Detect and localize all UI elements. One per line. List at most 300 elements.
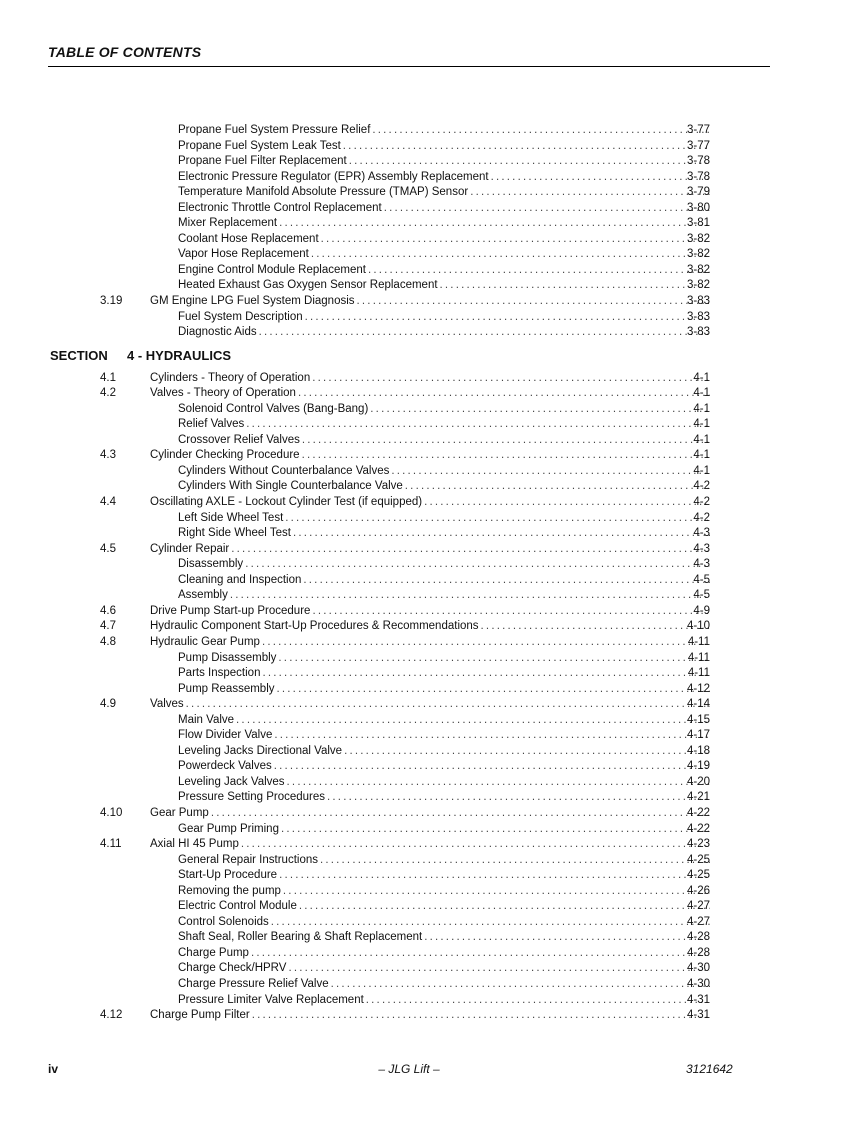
toc-entry[interactable] (0, 479, 866, 495)
toc-entry-title: Gear Pump Priming (178, 822, 279, 835)
toc-entry-page: 4-1 (693, 418, 710, 431)
toc-entry[interactable] (0, 154, 866, 170)
toc-entry-number: 4.4 (100, 496, 116, 509)
toc-entry-page: 3-82 (686, 248, 710, 261)
toc-entry-title-wrap (178, 899, 710, 915)
toc-entry-title: Axial HI 45 Pump (150, 838, 239, 851)
toc-entry[interactable] (0, 993, 866, 1009)
toc-entry[interactable] (0, 961, 866, 977)
toc-entry-title: Charge Pump (178, 946, 249, 959)
toc-entry-title-wrap (150, 806, 710, 822)
toc-entry[interactable] (0, 1008, 866, 1024)
dot-leader (321, 232, 710, 248)
toc-entry-page: 4-1 (693, 433, 710, 446)
toc-entry-title: Cylinders With Single Counterbalance Valve (178, 480, 403, 493)
toc-entry[interactable] (0, 402, 866, 418)
toc-entry-page: 4-22 (686, 822, 710, 835)
toc-entry-title-wrap (150, 371, 710, 387)
dot-leader (230, 588, 710, 604)
toc-entry-number: 4.9 (100, 698, 116, 711)
toc-entry-title-wrap (178, 682, 710, 698)
page-header (48, 44, 770, 67)
toc-entry-title-wrap (178, 744, 710, 760)
toc-entry-page: 4-30 (686, 962, 710, 975)
toc-entry[interactable] (0, 744, 866, 760)
toc-entry-title-wrap (178, 759, 710, 775)
dot-leader (288, 961, 710, 977)
toc-entry-title: General Repair Instructions (178, 853, 318, 866)
toc-entry[interactable] (0, 790, 866, 806)
toc-entry[interactable] (0, 682, 866, 698)
toc-entry-title-wrap (178, 930, 710, 946)
toc-entry-title-wrap (178, 170, 710, 186)
toc-entry[interactable] (0, 247, 866, 263)
toc-entry-title-wrap (150, 448, 710, 464)
toc-entry[interactable] (0, 232, 866, 248)
dot-leader (281, 822, 710, 838)
toc-entry[interactable] (0, 713, 866, 729)
toc-entry-page: 4-1 (693, 387, 710, 400)
toc-entry-page: 4-11 (687, 635, 710, 648)
dot-leader (424, 930, 710, 946)
footer-page-number: iv (48, 1062, 59, 1076)
toc-entry-title-wrap (178, 573, 710, 589)
toc-entry-page: 4-12 (686, 682, 710, 695)
toc-entry-title: Coolant Hose Replacement (178, 232, 319, 245)
dot-leader (331, 977, 710, 993)
toc-entry[interactable] (0, 170, 866, 186)
toc-entry-title-wrap (178, 526, 710, 542)
dot-leader (368, 263, 710, 279)
toc-entry-title-wrap (178, 977, 710, 993)
table-of-contents (0, 123, 866, 1024)
toc-entry-page: 4-28 (686, 946, 710, 959)
dot-leader (312, 371, 710, 387)
toc-entry-number: 4.7 (100, 620, 116, 633)
toc-entry-title-wrap (150, 837, 710, 853)
toc-entry-title-wrap (150, 697, 710, 713)
toc-entry-title: Powerdeck Valves (178, 760, 272, 773)
toc-entry-number: 4.6 (100, 604, 116, 617)
dot-leader (251, 946, 710, 962)
toc-entry-title-wrap (150, 386, 710, 402)
toc-entry[interactable] (0, 417, 866, 433)
dot-leader (262, 635, 710, 651)
toc-entry-title-wrap (178, 216, 710, 232)
section-title: 4 - HYDRAULICS (127, 347, 232, 363)
toc-entry[interactable] (0, 464, 866, 480)
toc-entry-title: Gear Pump (150, 806, 209, 819)
toc-entry-title-wrap (178, 201, 710, 217)
dot-leader (262, 666, 710, 682)
toc-entry-page: 3-82 (686, 263, 710, 276)
dot-leader (384, 201, 710, 217)
dot-leader (274, 759, 710, 775)
toc-entry[interactable] (0, 775, 866, 791)
toc-entry-page: 3-78 (686, 155, 710, 168)
toc-entry[interactable] (0, 697, 866, 713)
toc-entry-page: 4-18 (686, 744, 710, 757)
toc-entry-title-wrap (178, 790, 710, 806)
toc-entry-title: Hydraulic Gear Pump (150, 635, 260, 648)
toc-entry[interactable] (0, 433, 866, 449)
toc-entry[interactable] (0, 448, 866, 464)
toc-entry-title-wrap (150, 1008, 710, 1024)
toc-entry[interactable] (0, 294, 866, 310)
toc-entry-page: 4-19 (686, 760, 710, 773)
dot-leader (370, 402, 710, 418)
toc-entry-page: 4-31 (686, 993, 710, 1006)
toc-entry[interactable] (0, 495, 866, 511)
toc-entry[interactable] (0, 588, 866, 604)
toc-entry-title-wrap (178, 232, 710, 248)
dot-leader (277, 682, 710, 698)
toc-entry-title: Electronic Pressure Regulator (EPR) Assembly Replacement (178, 170, 489, 183)
dot-leader (366, 993, 710, 1009)
dot-leader (311, 247, 710, 263)
toc-entry-title-wrap (178, 433, 710, 449)
toc-entry[interactable] (0, 526, 866, 542)
toc-entry[interactable] (0, 185, 866, 201)
toc-entry-title-wrap (178, 884, 710, 900)
dot-leader (481, 619, 710, 635)
toc-entry-title: Parts Inspection (178, 667, 261, 680)
toc-entry[interactable] (0, 946, 866, 962)
dot-leader (357, 294, 710, 310)
dot-leader (327, 790, 710, 806)
toc-entry[interactable] (0, 899, 866, 915)
toc-entry[interactable] (0, 759, 866, 775)
toc-entry-page: 4-9 (693, 604, 710, 617)
toc-entry-title: Cylinder Checking Procedure (150, 449, 300, 462)
toc-entry-title-wrap (150, 604, 710, 620)
toc-entry-title-wrap (178, 961, 710, 977)
toc-entry[interactable] (0, 573, 866, 589)
toc-entry-title-wrap (178, 123, 710, 139)
toc-entry-page: 3-83 (686, 310, 710, 323)
dot-leader (302, 433, 710, 449)
dot-leader (305, 310, 710, 326)
dot-leader (287, 775, 710, 791)
toc-entry-page: 3-77 (686, 139, 710, 152)
toc-entry-title: Valves - Theory of Operation (150, 387, 296, 400)
toc-entry[interactable] (0, 604, 866, 620)
toc-entry-number: 4.1 (100, 371, 116, 384)
toc-entry-page: 4-3 (693, 542, 710, 555)
dot-leader (470, 185, 710, 201)
toc-entry-title: Engine Control Module Replacement (178, 263, 366, 276)
toc-entry-title: Start-Up Procedure (178, 869, 278, 882)
toc-entry-title-wrap (178, 278, 710, 294)
toc-entry-page: 4-11 (687, 667, 710, 680)
dot-leader (211, 806, 710, 822)
dot-leader (278, 651, 710, 667)
toc-entry-title: Leveling Jack Valves (178, 775, 285, 788)
toc-entry[interactable] (0, 837, 866, 853)
toc-entry-page: 3-83 (686, 295, 710, 308)
toc-entry-title: Electronic Throttle Control Replacement (178, 201, 382, 214)
dot-leader (186, 697, 710, 713)
toc-entry-title-wrap (178, 417, 710, 433)
toc-entry-page: 4-30 (686, 977, 710, 990)
toc-entry-page: 3-77 (686, 124, 710, 136)
dot-leader (349, 154, 710, 170)
toc-entry-page: 4-1 (693, 402, 710, 415)
toc-entry[interactable] (0, 868, 866, 884)
toc-entry-title: Temperature Manifold Absolute Pressure (TMAP) Sensor (178, 186, 469, 199)
toc-entry-number: 4.2 (100, 387, 116, 400)
dot-leader (252, 1008, 710, 1024)
toc-entry-page: 3-82 (686, 279, 710, 292)
toc-entry-title: Crossover Relief Valves (178, 433, 300, 446)
dot-leader (391, 464, 710, 480)
toc-entry[interactable] (0, 977, 866, 993)
toc-entry-title: Charge Check/HPRV (178, 962, 287, 975)
toc-entry-page: 4-11 (687, 651, 710, 664)
toc-entry[interactable] (0, 278, 866, 294)
toc-entry-title: Right Side Wheel Test (178, 527, 291, 540)
dot-leader (245, 557, 710, 573)
toc-entry-title: Relief Valves (178, 418, 245, 431)
toc-entry-title-wrap (178, 588, 710, 604)
toc-entry-title-wrap (178, 557, 710, 573)
toc-entry-title: Removing the pump (178, 884, 281, 897)
dot-leader (279, 868, 710, 884)
toc-entry-title: Heated Exhaust Gas Oxygen Sensor Replacement (178, 279, 438, 292)
dot-leader (303, 573, 710, 589)
toc-entry[interactable] (0, 915, 866, 931)
toc-entry-title-wrap (178, 310, 710, 326)
toc-entry-number: 4.3 (100, 449, 116, 462)
toc-entry[interactable] (0, 325, 866, 341)
dot-leader (293, 526, 710, 542)
toc-entry[interactable] (0, 263, 866, 279)
toc-entry-page: 4-22 (686, 806, 710, 819)
dot-leader (279, 216, 710, 232)
toc-entry-title: Fuel System Description (178, 310, 303, 323)
toc-entry-title: Hydraulic Component Start-Up Procedures & Recommendations (150, 620, 479, 633)
toc-entry[interactable] (0, 123, 866, 139)
toc-entry-title: Vapor Hose Replacement (178, 248, 309, 261)
toc-entry-page: 4-5 (693, 589, 710, 602)
toc-entry[interactable] (0, 557, 866, 573)
toc-entry-page: 4-10 (686, 620, 710, 633)
toc-entry-title-wrap (178, 728, 710, 744)
dot-leader (236, 713, 710, 729)
toc-entry-page: 4-2 (693, 511, 710, 524)
toc-entry-title: Cylinders Without Counterbalance Valves (178, 464, 390, 477)
dot-leader (491, 170, 710, 186)
toc-entry-page: 4-3 (693, 558, 710, 571)
toc-entry[interactable] (0, 511, 866, 527)
toc-entry-title: Flow Divider Valve (178, 729, 273, 742)
dot-leader (440, 278, 710, 294)
toc-entry-title: Valves (150, 698, 184, 711)
toc-entry-title: Drive Pump Start-up Procedure (150, 604, 311, 617)
toc-entry[interactable] (0, 884, 866, 900)
toc-entry-title: Electric Control Module (178, 900, 297, 913)
toc-entry-page: 4-17 (686, 729, 710, 742)
toc-entry-page: 3-82 (686, 232, 710, 245)
dot-leader (424, 495, 710, 511)
toc-entry-page: 3-80 (686, 201, 710, 214)
toc-entry-title: Left Side Wheel Test (178, 511, 284, 524)
dot-leader (320, 853, 710, 869)
toc-entry-page: 4-25 (686, 869, 710, 882)
toc-entry-page: 4-27 (686, 915, 710, 928)
toc-entry-title: GM Engine LPG Fuel System Diagnosis (150, 295, 355, 308)
toc-entry-page: 4-31 (686, 1009, 710, 1022)
toc-entry-title: Charge Pump Filter (150, 1009, 250, 1022)
toc-entry[interactable] (0, 806, 866, 822)
toc-entry-title: Diagnostic Aids (178, 326, 257, 339)
toc-entry-title: Cylinders - Theory of Operation (150, 371, 311, 384)
toc-entry[interactable] (0, 216, 866, 232)
toc-entry[interactable] (0, 619, 866, 635)
toc-entry[interactable] (0, 139, 866, 155)
toc-entry[interactable] (0, 651, 866, 667)
toc-entry-title-wrap (178, 154, 710, 170)
toc-entry[interactable] (0, 310, 866, 326)
dot-leader (231, 542, 710, 558)
toc-entry-page: 4-25 (686, 853, 710, 866)
toc-entry-title: Pressure Limiter Valve Replacement (178, 993, 364, 1006)
toc-entry-page: 4-28 (686, 931, 710, 944)
toc-entry-title-wrap (150, 619, 710, 635)
dot-leader (246, 417, 710, 433)
toc-entry-title: Disassembly (178, 558, 244, 571)
dot-leader (241, 837, 710, 853)
toc-entry-page: 4-2 (693, 496, 710, 509)
dot-leader (405, 479, 710, 495)
toc-entry-page: 4-1 (693, 464, 710, 477)
section-heading (0, 341, 866, 371)
toc-entry-page: 4-20 (686, 775, 710, 788)
toc-entry-title: Shaft Seal, Roller Bearing & Shaft Replacement (178, 931, 423, 944)
toc-entry-title-wrap (150, 495, 710, 511)
toc-entry-number: 3.19 (100, 295, 123, 308)
toc-entry-number: 4.10 (100, 806, 123, 819)
toc-entry-page: 3-83 (686, 326, 710, 339)
dot-leader (302, 448, 710, 464)
toc-entry-page: 4-21 (686, 791, 710, 804)
toc-entry-title-wrap (178, 479, 710, 495)
dot-leader (343, 139, 710, 155)
toc-entry-number: 4.5 (100, 542, 116, 555)
toc-entry[interactable] (0, 371, 866, 387)
dot-leader (299, 899, 710, 915)
toc-entry-title-wrap (178, 464, 710, 480)
toc-entry-title-wrap (178, 946, 710, 962)
toc-entry-page: 3-78 (686, 170, 710, 183)
toc-entry-title: Oscillating AXLE - Lockout Cylinder Test (if equipped) (150, 496, 423, 509)
section-label: SECTION (50, 347, 108, 363)
toc-entry-number: 4.11 (100, 838, 122, 851)
toc-entry-title-wrap (150, 294, 710, 310)
toc-entry-title: Pump Reassembly (178, 682, 275, 695)
dot-leader (271, 915, 710, 931)
toc-entry[interactable] (0, 635, 866, 651)
toc-entry-page: 4-1 (693, 371, 710, 384)
toc-entry-title-wrap (178, 868, 710, 884)
toc-entry-title-wrap (178, 713, 710, 729)
toc-entry-title: Propane Fuel Filter Replacement (178, 155, 347, 168)
toc-entry-page: 4-26 (686, 884, 710, 897)
toc-entry[interactable] (0, 386, 866, 402)
toc-entry-page: 4-15 (686, 713, 710, 726)
toc-entry-title: Main Valve (178, 713, 235, 726)
toc-entry-title-wrap (178, 325, 710, 341)
toc-entry-title: Cylinder Repair (150, 542, 230, 555)
footer-publisher: – JLG Lift – (378, 1062, 440, 1076)
toc-entry-title-wrap (150, 635, 710, 651)
toc-entry-title-wrap (178, 993, 710, 1009)
toc-entry-title-wrap (178, 853, 710, 869)
dot-leader (274, 728, 710, 744)
toc-entry-number: 4.12 (100, 1009, 123, 1022)
toc-entry-page: 4-1 (693, 449, 710, 462)
toc-entry-title-wrap (178, 247, 710, 263)
dot-leader (285, 511, 710, 527)
toc-entry-title: Assembly (178, 589, 228, 602)
footer-manual-number: 3121642 (686, 1062, 733, 1076)
toc-entry-title: Propane Fuel System Leak Test (178, 139, 341, 152)
toc-entry-title-wrap (178, 402, 710, 418)
toc-entry-title-wrap (150, 542, 710, 558)
toc-entry-title: Pressure Setting Procedures (178, 791, 326, 804)
toc-entry-title-wrap (178, 185, 710, 201)
toc-entry[interactable] (0, 822, 866, 838)
dot-leader (312, 604, 710, 620)
toc-entry-title: Solenoid Control Valves (Bang-Bang) (178, 402, 369, 415)
toc-entry[interactable] (0, 930, 866, 946)
toc-group-section-4 (0, 371, 866, 1024)
toc-entry-title-wrap (178, 915, 710, 931)
toc-entry-title: Leveling Jacks Directional Valve (178, 744, 343, 757)
toc-entry-page: 3-81 (686, 217, 710, 230)
dot-leader (298, 386, 710, 402)
dot-leader (259, 325, 710, 341)
toc-entry[interactable] (0, 728, 866, 744)
toc-entry[interactable] (0, 542, 866, 558)
toc-entry-title-wrap (178, 775, 710, 791)
page-title: TABLE OF CONTENTS (48, 44, 202, 60)
toc-entry-title: Mixer Replacement (178, 217, 278, 230)
toc-entry-title-wrap (178, 822, 710, 838)
toc-entry-title-wrap (178, 139, 710, 155)
toc-group-section-3 (0, 123, 866, 341)
toc-entry-title-wrap (178, 666, 710, 682)
toc-entry[interactable] (0, 201, 866, 217)
toc-entry-page: 4-14 (686, 698, 710, 711)
toc-entry-page: 4-3 (693, 527, 710, 540)
toc-entry-page: 3-79 (686, 186, 710, 199)
toc-entry-title-wrap (178, 511, 710, 527)
toc-entry-title: Pump Disassembly (178, 651, 277, 664)
toc-entry-title-wrap (178, 651, 710, 667)
toc-entry[interactable] (0, 853, 866, 869)
toc-entry-page: 4-23 (686, 838, 710, 851)
dot-leader (283, 884, 710, 900)
toc-entry-page: 4-2 (693, 480, 710, 493)
toc-entry[interactable] (0, 666, 866, 682)
toc-entry-title: Propane Fuel System Pressure Relief (178, 124, 371, 136)
dot-leader (372, 123, 710, 139)
toc-entry-page: 4-5 (693, 573, 710, 586)
toc-entry-number: 4.8 (100, 635, 116, 648)
dot-leader (344, 744, 710, 760)
toc-entry-title: Cleaning and Inspection (178, 573, 302, 586)
